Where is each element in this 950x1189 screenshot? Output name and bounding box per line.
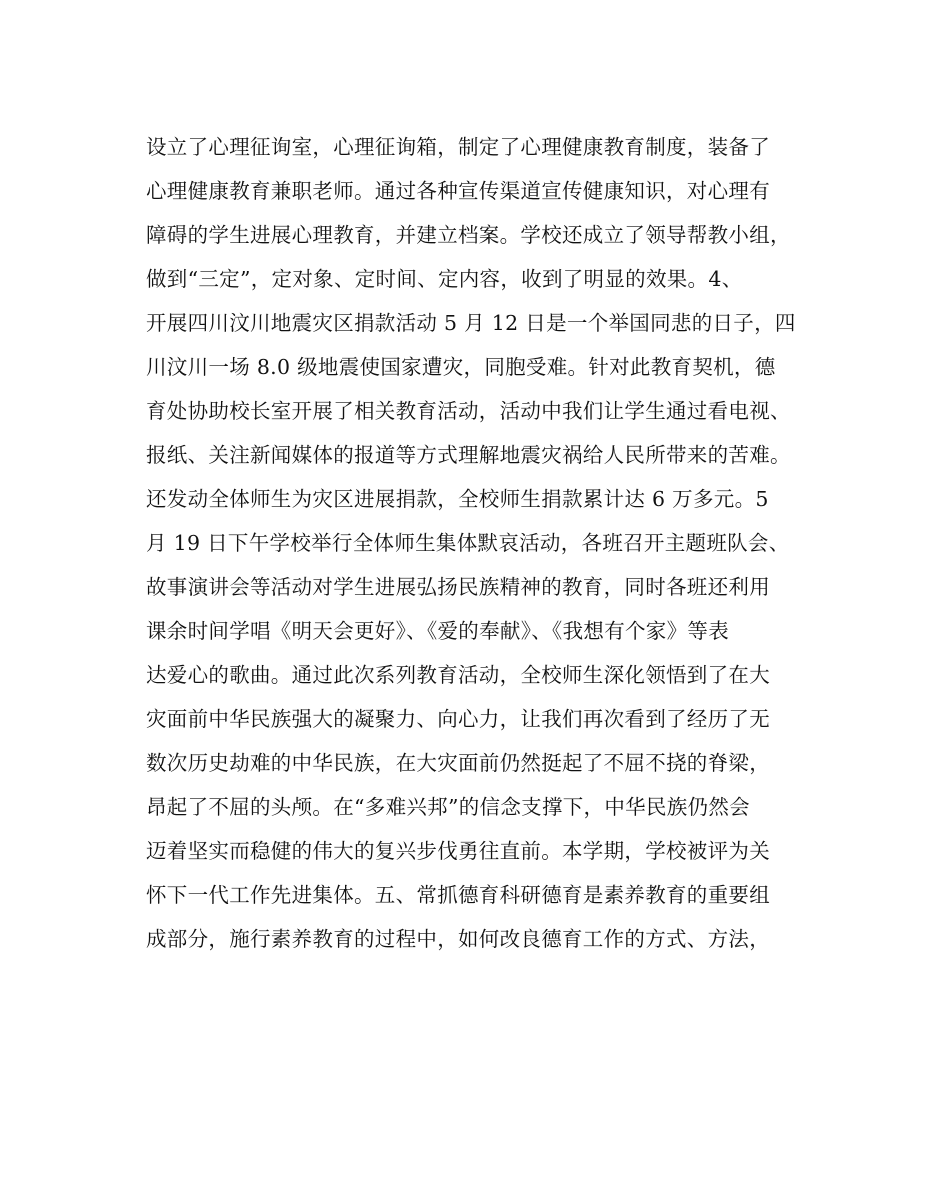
text-line: 数次历史劫难的中华民族，在大灾面前仍然挺起了不屈不挠的脊梁，: [146, 751, 770, 775]
text-line: 怀下一代工作先进集体。五、常抓德育科研德育是素养教育的重要组: [146, 883, 770, 907]
text-line: 达爱心的歌曲。通过此次系列教育活动，全校师生深化领悟到了在大: [146, 663, 770, 687]
text-line: 川汶川一场 8.0 级地震使国家遭灾，同胞受难。针对此教育契机，德: [146, 355, 776, 379]
text-line: 成部分，施行素养教育的过程中，如何改良德育工作的方式、方法，: [146, 927, 770, 951]
text-line: 做到“三定”，定对象、定时间、定内容，收到了明显的效果。4、: [146, 267, 743, 291]
text-line: 昂起了不屈的头颅。在“多难兴邦”的信念支撑下，中华民族仍然会: [146, 795, 750, 819]
text-line: 报纸、关注新闻媒体的报道等方式理解地震灾祸给人民所带来的苦难。: [146, 443, 791, 467]
text-line: 育处协助校长室开展了相关教育活动，活动中我们让学生通过看电视、: [146, 399, 791, 423]
text-line: 开展四川汶川地震灾区捐款活动 5 月 12 日是一个举国同悲的日子，四: [146, 311, 796, 335]
text-line: 障碍的学生进展心理教育，并建立档案。学校还成立了领导帮教小组，: [146, 223, 791, 247]
text-line: 迈着坚实而稳健的伟大的复兴步伐勇往直前。本学期，学校被评为关: [146, 839, 770, 863]
text-line: 心理健康教育兼职老师。通过各种宣传渠道宣传健康知识，对心理有: [146, 179, 770, 203]
text-line: 灾面前中华民族强大的凝聚力、向心力，让我们再次看到了经历了无: [146, 707, 770, 731]
text-line: 故事演讲会等活动对学生进展弘扬民族精神的教育，同时各班还利用: [146, 575, 770, 599]
text-line: 课余时间学唱《明天会更好》、《爱的奉献》、《我想有个家》等表: [146, 619, 729, 643]
body-text: [146, 125, 811, 961]
text-line: 设立了心理征询室，心理征询箱，制定了心理健康教育制度，装备了: [146, 135, 770, 159]
text-line: 还发动全体师生为灾区进展捐款，全校师生捐款累计达 6 万多元。5: [146, 487, 769, 511]
text-line: 月 19 日下午学校举行全体师生集体默哀活动，各班召开主题班队会、: [146, 531, 790, 555]
